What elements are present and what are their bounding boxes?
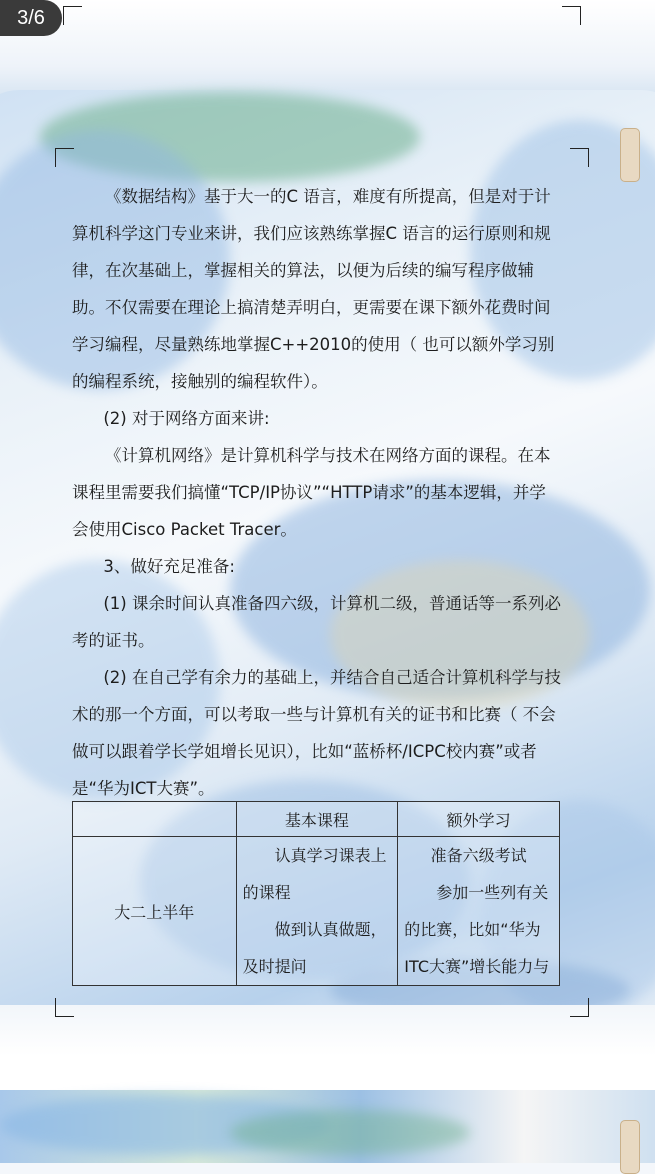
seal-stamp-icon	[620, 1120, 640, 1174]
paragraph-competitions: (2) 在自己学有余力的基础上，并结合自己适合计算机科学与技术的那一个方面，可以考取一些与计算机有关的证书和比赛（ 不会做可以跟着学长学姐增长见识），比如“蓝桥杯/ICPC校内赛”或者是“华为ICT大赛”。	[72, 668, 561, 798]
cell-extra-study: 准备六级考试 参加一些列有关 的比赛，比如“华为 ITC大赛”增长能力与	[398, 837, 560, 986]
table-header-row	[73, 802, 560, 837]
study-plan-table	[72, 801, 560, 986]
crop-mark-body-bottom-left	[55, 998, 74, 1017]
paragraph-network-heading: (2) 对于网络方面来讲:	[103, 409, 270, 428]
table-row	[73, 837, 560, 986]
paragraph-data-structures: 《数据结构》基于大一的C 语言，难度有所提高，但是对于计算机科学这门专业来讲，我们应该熟练掌握C 语言的运行原则和规律，在次基础上，掌握相关的算法，以便为后续的编写程序做辅助。不仅需要在理论上搞清楚弄明白，更需要在课下额外花费时间学习编程，尽量熟练地掌握C++2010的使用（ 也可以额外学习别的编程系统，接触别的编程软件）。	[72, 187, 555, 391]
crop-mark-top-right	[562, 6, 581, 25]
table-header-extra: 额外学习	[398, 802, 560, 837]
table-header-basic: 基本课程	[236, 802, 398, 837]
document-body	[72, 178, 562, 807]
paragraph-preparation-heading: 3、做好充足准备:	[103, 557, 235, 576]
crop-mark-top-left	[63, 6, 82, 25]
crop-mark-body-top-left	[55, 148, 74, 167]
paragraph-certificates: (1) 课余时间认真准备四六级，计算机二级，普通话等一系列必考的证书。	[72, 594, 561, 650]
table-header-empty	[73, 802, 237, 837]
cell-basic-course: 认真学习课表上 的课程 做到认真做题， 及时提问	[236, 837, 398, 986]
seal-stamp-icon	[620, 128, 640, 182]
crop-mark-body-top-right	[570, 148, 589, 167]
paragraph-computer-network: 《计算机网络》是计算机科学与技术在网络方面的课程。在本课程里需要我们搞懂“TCP/IP协议”“HTTP请求”的基本逻辑，并学会使用Cisco Packet Tracer。	[72, 446, 551, 539]
crop-mark-body-bottom-right	[570, 998, 589, 1017]
row-label: 大二上半年	[73, 837, 237, 986]
page-indicator[interactable]: 3/6	[0, 0, 62, 36]
